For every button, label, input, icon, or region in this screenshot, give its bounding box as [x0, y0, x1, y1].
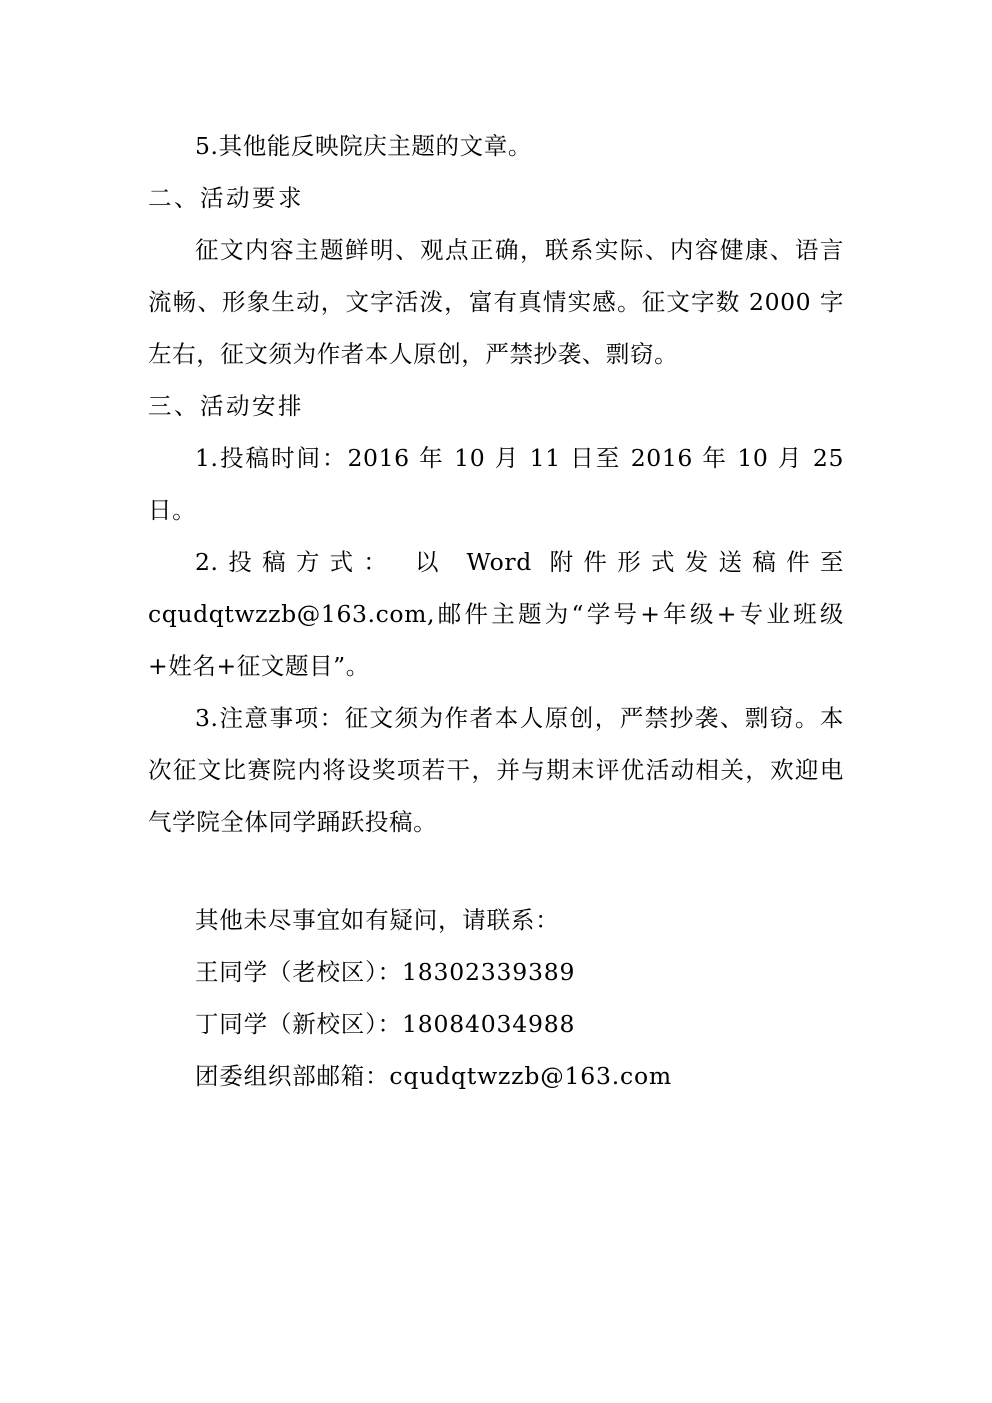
- document-body: [148, 120, 844, 1102]
- paragraph-activity-requirements: 征文内容主题鲜明、观点正确，联系实际、内容健康、语言流畅、形象生动，文字活泼，富有真情实感。征文字数 2000 字左右，征文须为作者本人原创，严禁抄袭、剽窃。: [148, 236, 844, 368]
- contact-email: 团委组织部邮箱：cqudqtwzzb@163.com: [195, 1062, 673, 1090]
- section-spacer: [148, 848, 844, 894]
- contact-ding: 丁同学（新校区）：18084034988: [195, 1010, 576, 1038]
- contact-intro: 其他未尽事宜如有疑问，请联系：: [195, 906, 560, 934]
- list-item-5: 5.其他能反映院庆主题的文章。: [195, 132, 532, 160]
- schedule-item-submission-time: 1.投稿时间：2016 年 10 月 11 日至 2016 年 10 月 25 日。: [148, 444, 844, 524]
- schedule-item-submission-method: 2.投稿方式： 以 Word 附件形式发送稿件至 cqudqtwzzb@163.com,邮件主题为“学号+年级+专业班级+姓名+征文题目”。: [148, 548, 844, 680]
- section-heading-activity-requirements: 二、活动要求: [148, 184, 304, 212]
- section-heading-activity-schedule: 三、活动安排: [148, 392, 304, 420]
- schedule-item-notes: 3.注意事项：征文须为作者本人原创，严禁抄袭、剽窃。本次征文比赛院内将设奖项若干，并与期末评优活动相关，欢迎电气学院全体同学踊跃投稿。: [148, 704, 844, 836]
- contact-wang: 王同学（老校区）：18302339389: [195, 958, 576, 986]
